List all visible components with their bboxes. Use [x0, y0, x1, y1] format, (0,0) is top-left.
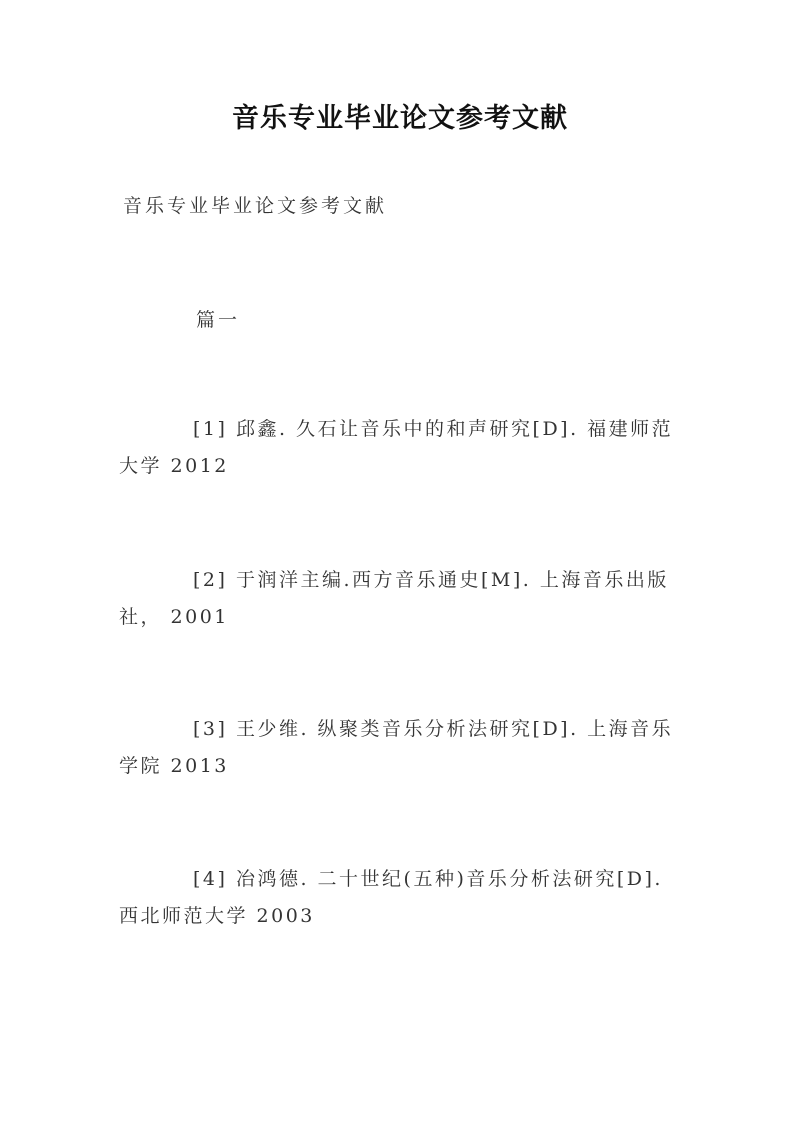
reference-line-1: [2] 于润洋主编.西方音乐通史[M]. 上海音乐出版: [193, 569, 669, 591]
reference-line-2: 学院 2013: [119, 755, 229, 777]
reference-item: [119, 562, 681, 636]
document-title: 音乐专业毕业论文参考文献: [232, 103, 568, 134]
reference-line-2: 大学 2012: [119, 455, 229, 477]
reference-item: [119, 711, 681, 785]
reference-line-1: [3] 王少维. 纵聚类音乐分析法研究[D]. 上海音乐: [193, 718, 674, 740]
reference-line-2: 西北师范大学 2003: [119, 905, 315, 927]
reference-item: [119, 861, 681, 935]
reference-line-1: [1] 邱鑫. 久石让音乐中的和声研究[D]. 福建师范: [193, 418, 674, 440]
document-subtitle: 音乐专业毕业论文参考文献: [123, 195, 388, 217]
reference-line-1: [4] 冶鸿德. 二十世纪(五种)音乐分析法研究[D].: [193, 868, 663, 890]
section-label: 篇一: [196, 309, 241, 331]
reference-item: [119, 411, 681, 485]
reference-line-2: 社， 2001: [119, 606, 229, 628]
